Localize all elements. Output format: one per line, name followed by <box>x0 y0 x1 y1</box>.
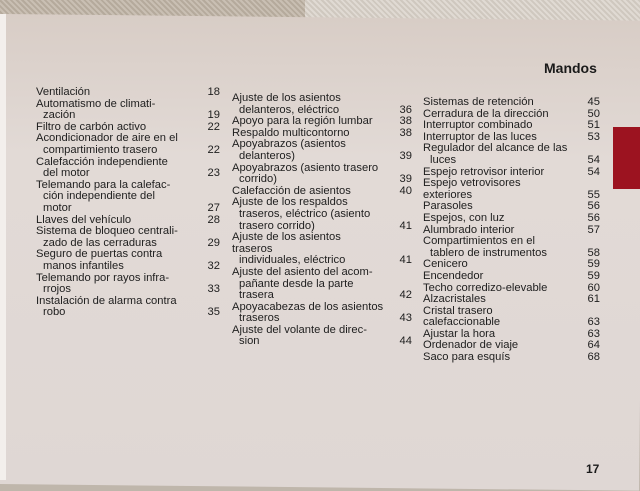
toc-entry-line: Ajuste de los respaldos <box>232 196 348 209</box>
toc-entry-page: 68 <box>587 351 600 364</box>
toc-column-3 <box>423 97 600 364</box>
toc-entry-line: Alumbrado interior <box>423 223 515 236</box>
toc-entry-title <box>232 197 412 232</box>
toc-entry-page: 22 <box>207 120 220 133</box>
toc-entry-page: 61 <box>587 293 600 306</box>
toc-entry-line: Telemando por rayos infra- <box>36 271 170 284</box>
toc-entry-page: 36 <box>399 103 412 116</box>
toc-entry-title <box>232 267 412 302</box>
toc-entry-page: 38 <box>399 126 412 139</box>
toc-entry <box>423 178 600 201</box>
toc-entry-line: Ajuste del volante de direc- <box>232 323 367 336</box>
toc-entry-line: Espejo retrovisor interior <box>423 165 545 178</box>
toc-entry-line: ción independiente del <box>43 190 155 203</box>
toc-entry-line: manos infantiles <box>43 259 124 272</box>
toc-entry-line: Sistema de bloqueo centrali- <box>36 225 178 238</box>
toc-entry-line: motor <box>43 201 72 214</box>
toc-entry <box>36 99 220 122</box>
toc-entry-line: Encendedor <box>423 269 484 282</box>
toc-entry-line: sion <box>239 335 260 348</box>
toc-entry-title <box>423 143 600 166</box>
toc-entry-title <box>423 294 600 306</box>
toc-entry-title <box>36 249 220 272</box>
toc-entry-line: Regulador del alcance de las <box>423 142 568 155</box>
toc-entry-line: Saco para esquís <box>423 351 511 364</box>
toc-entry <box>36 133 220 156</box>
toc-entry <box>232 93 412 116</box>
toc-entry-line: Calefacción de asientos <box>232 184 351 197</box>
toc-entry-line: traseros, eléctrico (asiento <box>239 207 371 220</box>
toc-entry <box>232 302 412 325</box>
toc-entry-line: Llaves del vehículo <box>36 213 132 226</box>
toc-entry-line: traseros <box>239 312 280 325</box>
toc-entry-line: Cerradura de la dirección <box>423 107 549 120</box>
toc-entry <box>232 163 412 186</box>
toc-entry-page: 45 <box>587 96 600 108</box>
toc-entry-line: del motor <box>43 167 90 180</box>
toc-entry-page: 51 <box>587 119 600 132</box>
toc-entry-line: Ventilación <box>36 86 91 98</box>
toc-entry <box>423 294 600 306</box>
toc-entry-page: 19 <box>207 109 220 122</box>
toc-entry-line: Seguro de puertas contra <box>36 248 163 261</box>
toc-entry-page: 56 <box>587 200 600 213</box>
toc-entry <box>423 236 600 259</box>
toc-entry-title <box>232 325 412 348</box>
toc-entry-line: Interruptor combinado <box>423 119 533 132</box>
toc-entry-page: 55 <box>587 188 600 201</box>
toc-entry-page: 58 <box>587 246 600 259</box>
toc-entry-page: 18 <box>207 86 220 98</box>
toc-entry-line: tablero de instrumentos <box>430 246 547 259</box>
toc-entry <box>36 273 220 296</box>
toc-entry-page: 57 <box>587 223 600 236</box>
toc-entry-title <box>36 273 220 296</box>
toc-entry-line: Cenicero <box>423 258 468 271</box>
toc-entry-title <box>36 99 220 122</box>
toc-entry-page: 59 <box>587 269 600 282</box>
toc-entry-title <box>423 178 600 201</box>
toc-entry-line: Interruptor de las luces <box>423 130 537 143</box>
toc-entry-line: trasero corrido) <box>239 219 315 232</box>
toc-entry-line: Filtro de carbón activo <box>36 120 147 133</box>
toc-entry-title <box>36 226 220 249</box>
toc-entry-title <box>36 180 220 215</box>
toc-entry-page: 27 <box>207 201 220 214</box>
toc-entry-line: Acondicionador de aire en el <box>36 132 178 145</box>
toc-entry-page: 63 <box>587 327 600 340</box>
toc-entry-line: Apoyo para la región lumbar <box>232 115 373 128</box>
toc-entry-line: Ajuste del asiento del acom- <box>232 265 373 278</box>
toc-entry-page: 39 <box>399 173 412 186</box>
toc-entry-line: trasera <box>239 289 274 302</box>
toc-entry-line: Telemando para la calefac- <box>36 178 171 191</box>
toc-entry-line: Automatismo de climati- <box>36 97 156 110</box>
toc-entry-title <box>423 236 600 259</box>
section-title: Mandos <box>544 60 597 76</box>
toc-entry-title <box>423 213 600 225</box>
toc-entry <box>232 197 412 232</box>
toc-entry-title <box>423 97 600 109</box>
toc-entry-page: 23 <box>207 167 220 180</box>
toc-entry-title <box>232 232 412 267</box>
toc-entry-line: delanteros, eléctrico <box>239 103 340 116</box>
toc-entry-line: luces <box>430 153 457 166</box>
toc-entry <box>36 249 220 272</box>
toc-entry-line: Sistemas de retención <box>423 96 534 108</box>
toc-entry-title <box>232 302 412 325</box>
toc-entry-page: 42 <box>399 289 412 302</box>
toc-entry-page: 41 <box>399 254 412 267</box>
toc-entry-line: corrido) <box>239 173 277 186</box>
toc-entry-title <box>423 306 600 329</box>
toc-entry <box>423 97 600 109</box>
toc-entry <box>423 352 600 364</box>
toc-entry <box>36 296 220 319</box>
toc-entry-line: pañante desde la parte <box>239 277 354 290</box>
toc-entry-line: Alzacristales <box>423 293 486 306</box>
toc-entry <box>423 271 600 283</box>
toc-entry-title <box>36 296 220 319</box>
toc-column-2 <box>232 93 412 348</box>
toc-entry <box>232 232 412 267</box>
toc-entry <box>36 226 220 249</box>
toc-entry-title <box>423 271 600 283</box>
page-edge <box>0 14 6 480</box>
toc-entry-line: Parasoles <box>423 200 473 213</box>
toc-entry-line: Techo corredizo-elevable <box>423 281 548 294</box>
toc-entry-line: Espejos, con luz <box>423 211 505 224</box>
toc-entry-page: 40 <box>399 184 412 197</box>
toc-entry-page: 22 <box>207 143 220 156</box>
section-tab-marker <box>613 127 640 189</box>
toc-entry-page: 32 <box>207 259 220 272</box>
toc-entry-line: delanteros) <box>239 149 295 162</box>
toc-entry-line: Espejo vetrovisores exteriores <box>423 177 521 201</box>
toc-entry-line: Ajuste de los asientos traseros <box>232 231 341 255</box>
toc-column-1 <box>36 87 220 319</box>
toc-entry-page: 33 <box>207 283 220 296</box>
toc-entry-line: Cristal trasero calefaccionable <box>423 304 501 329</box>
toc-entry-title <box>232 93 412 116</box>
toc-entry-page: 50 <box>587 107 600 120</box>
toc-entry-page: 54 <box>587 153 600 166</box>
toc-entry-title <box>423 352 600 364</box>
toc-entry <box>423 213 600 225</box>
toc-entry <box>423 306 600 329</box>
toc-entry <box>36 87 220 99</box>
toc-entry-page: 39 <box>399 149 412 162</box>
toc-entry-title <box>232 139 412 162</box>
toc-entry <box>36 180 220 215</box>
toc-entry-page: 59 <box>587 258 600 271</box>
toc-entry-page: 28 <box>207 213 220 226</box>
toc-entry <box>232 325 412 348</box>
toc-entry-page: 60 <box>587 281 600 294</box>
toc-entry-title <box>36 133 220 156</box>
toc-entry-page: 63 <box>587 316 600 329</box>
toc-entry-line: compartimiento trasero <box>43 143 158 156</box>
toc-entry-page: 35 <box>207 306 220 319</box>
toc-entry-line: Compartimientos en el <box>423 235 535 248</box>
toc-entry-title <box>36 157 220 180</box>
toc-entry-page: 53 <box>587 130 600 143</box>
page-number: 17 <box>586 462 600 476</box>
toc-entry-line: Ajuste de los asientos <box>232 92 341 104</box>
toc-entry-title <box>36 87 220 99</box>
toc-entry-line: individuales, eléctrico <box>239 254 346 267</box>
toc-entry-line: zación <box>43 109 76 122</box>
toc-entry-page: 54 <box>587 165 600 178</box>
toc-entry-line: Respaldo multicontorno <box>232 126 350 139</box>
toc-entry-title <box>232 163 412 186</box>
toc-entry-line: zado de las cerraduras <box>43 236 157 249</box>
toc-entry-page: 41 <box>399 219 412 232</box>
toc-entry <box>232 139 412 162</box>
toc-entry-page: 44 <box>399 335 412 348</box>
toc-entry-line: Ajustar la hora <box>423 327 496 340</box>
toc-entry <box>423 143 600 166</box>
toc-entry <box>232 267 412 302</box>
toc-entry-page: 56 <box>587 211 600 224</box>
toc-entry-line: robo <box>43 306 66 319</box>
toc-entry-line: Calefacción independiente <box>36 155 168 168</box>
toc-entry-line: Apoyabrazos (asientos <box>232 138 346 151</box>
toc-entry-line: Ordenador de viaje <box>423 339 519 352</box>
toc-entry <box>36 157 220 180</box>
toc-entry-page: 43 <box>399 312 412 325</box>
toc-entry-line: Apoyacabezas de los asientos <box>232 300 384 313</box>
toc-entry-line: Instalación de alarma contra <box>36 294 177 307</box>
toc-entry-line: Apoyabrazos (asiento trasero <box>232 161 379 174</box>
toc-entry-page: 29 <box>207 236 220 249</box>
toc-entry-page: 64 <box>587 339 600 352</box>
toc-entry-page: 38 <box>399 115 412 128</box>
toc-entry-line: rrojos <box>43 283 71 296</box>
